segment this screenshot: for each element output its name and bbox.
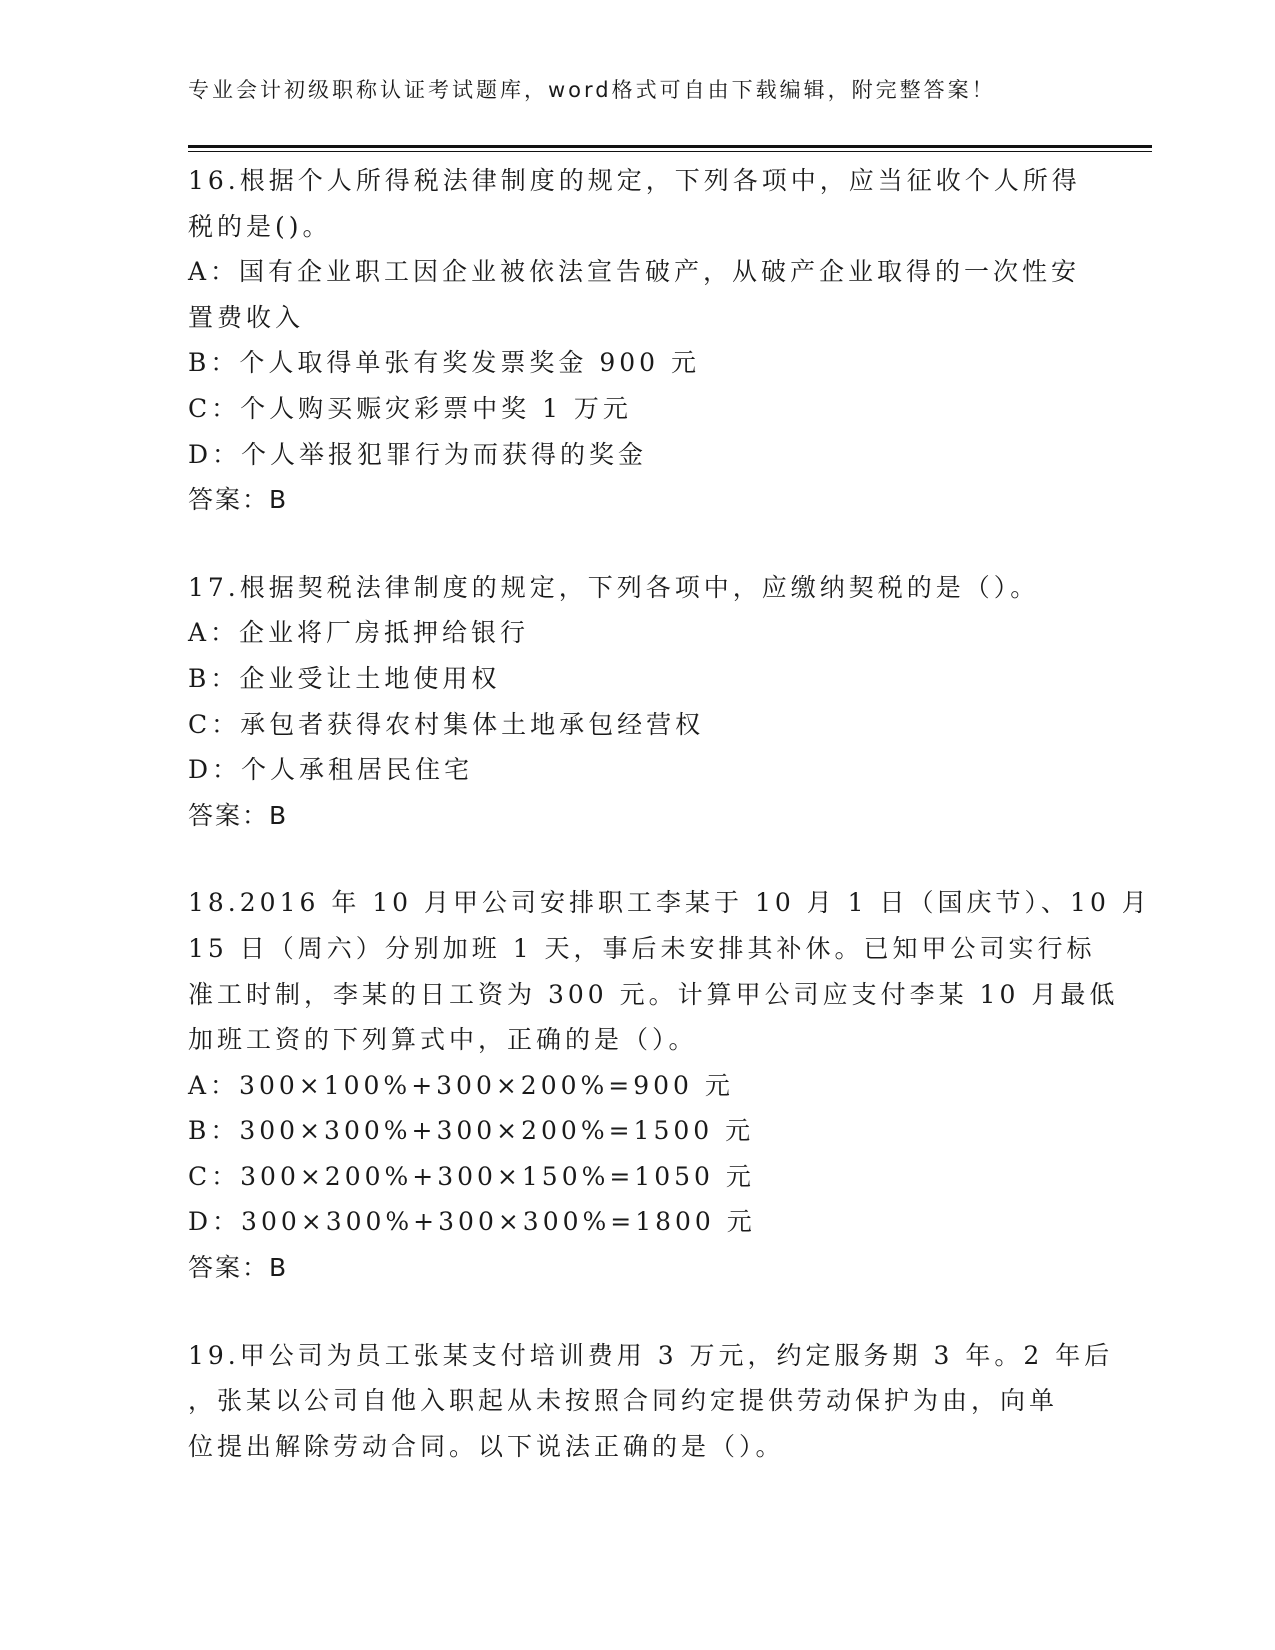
option-c: C：个人购买赈灾彩票中奖 1 万元 xyxy=(188,393,632,423)
question-16 xyxy=(188,158,1088,523)
question-stem-line: 准工时制，李某的日工资为 300 元。计算甲公司应支付李某 10 月最低 xyxy=(188,979,1119,1009)
question-stem-line: 15 日（周六）分别加班 1 天，事后未安排其补休。已知甲公司实行标 xyxy=(188,933,1096,963)
option-c: C：300×200%+300×150%=1050 元 xyxy=(188,1161,755,1191)
answer-line: 答案：B xyxy=(188,485,289,515)
header-divider-thin xyxy=(188,151,1152,152)
option-d: D：300×300%+300×300%=1800 元 xyxy=(188,1207,756,1237)
option-a-continued: 置费收入 xyxy=(188,302,305,332)
option-b: B：企业受让土地使用权 xyxy=(188,663,501,693)
question-stem-line: 16.根据个人所得税法律制度的规定，下列各项中，应当征收个人所得 xyxy=(188,166,1081,195)
question-stem-line: 税的是()。 xyxy=(188,211,332,241)
question-stem-line: 位提出解除劳动合同。以下说法正确的是（）。 xyxy=(188,1431,785,1461)
question-spacer xyxy=(188,1291,1088,1333)
option-a: A：国有企业职工因企业被依法宣告破产，从破产企业取得的一次性安 xyxy=(188,257,1081,287)
question-18 xyxy=(188,880,1151,1290)
question-17 xyxy=(188,565,1088,839)
page-header: 专业会计初级职称认证考试题库，word格式可自由下载编辑，附完整答案！ xyxy=(188,78,996,102)
question-19 xyxy=(188,1333,1114,1470)
header-divider-thick xyxy=(188,145,1152,148)
question-list xyxy=(188,158,1151,1469)
question-stem-line: 18.2016 年 10 月甲公司安排职工李某于 10 月 1 日（国庆节）、10 月 xyxy=(188,888,1151,918)
option-a: A：300×100%+300×200%=900 元 xyxy=(188,1070,734,1100)
option-c: C：承包者获得农村集体土地承包经营权 xyxy=(188,709,705,739)
question-stem-line: 加班工资的下列算式中，正确的是（）。 xyxy=(188,1025,698,1055)
question-stem-line: 17.根据契税法律制度的规定，下列各项中，应缴纳契税的是（）。 xyxy=(188,572,1040,602)
answer-line: 答案：B xyxy=(188,1253,289,1283)
option-b: B：个人取得单张有奖发票奖金 900 元 xyxy=(188,348,700,378)
question-stem-line: ，张某以公司自他入职起从未按照合同约定提供劳动保护为由，向单 xyxy=(188,1386,1059,1416)
question-spacer xyxy=(188,838,1088,880)
option-a: A：企业将厂房抵押给银行 xyxy=(188,618,530,648)
option-d: D：个人举报犯罪行为而获得的奖金 xyxy=(188,439,648,469)
option-d: D：个人承租居民住宅 xyxy=(188,755,474,785)
answer-line: 答案：B xyxy=(188,800,289,830)
question-spacer xyxy=(188,523,1088,565)
question-stem-line: 19.甲公司为员工张某支付培训费用 3 万元，约定服务期 3 年。2 年后 xyxy=(188,1340,1114,1370)
option-b: B：300×300%+300×200%=1500 元 xyxy=(188,1116,755,1146)
